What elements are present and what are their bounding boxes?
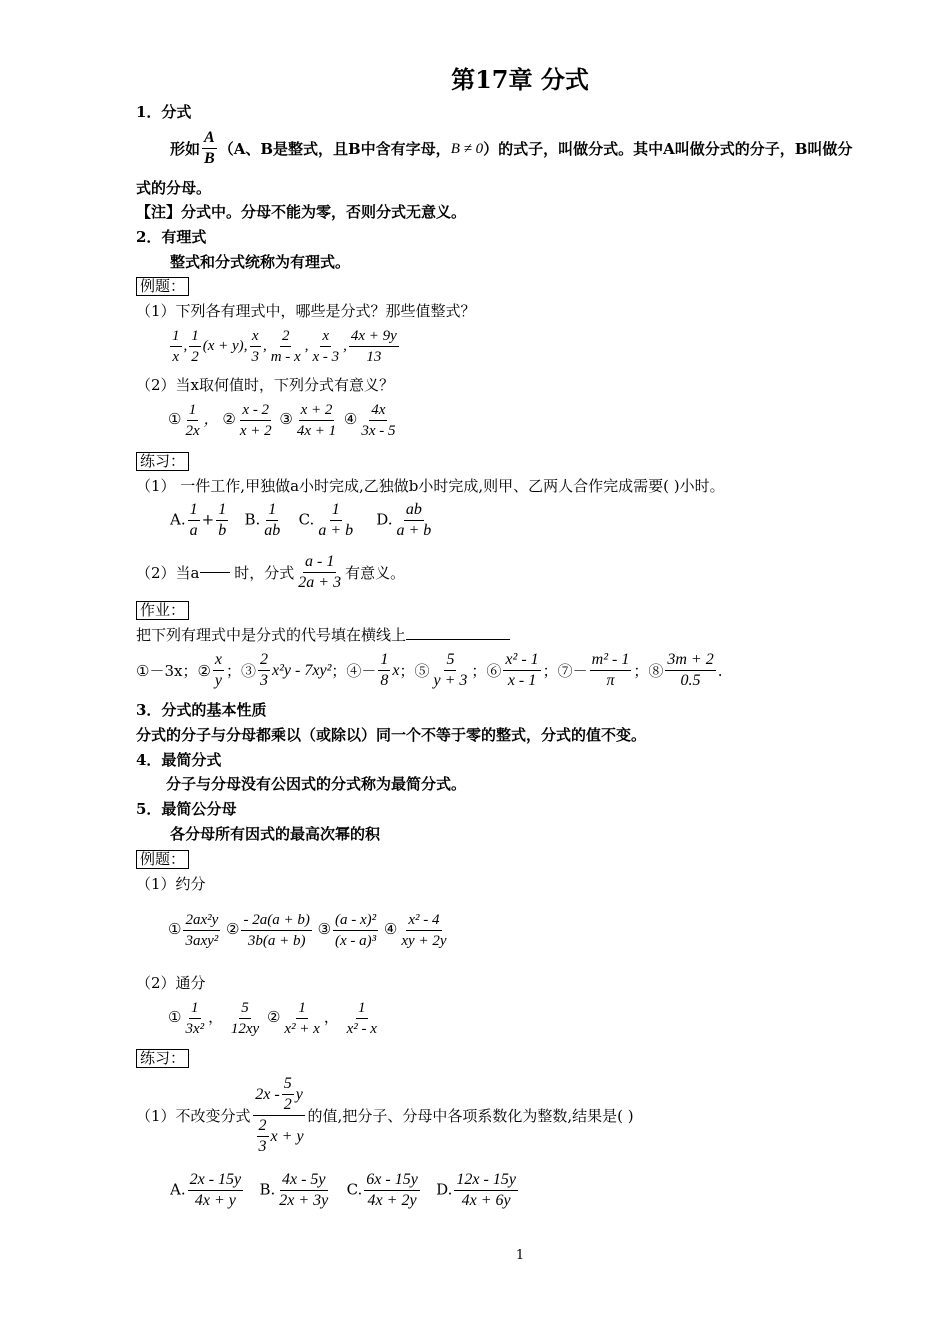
section-5-text: 各分母所有因式的最高次幂的积 [170,825,381,843]
complex-fraction: 2x - $\frac{5}{2}$ y $\frac{2}{3}$ x + y [255,1075,304,1155]
chapter-title: 第17章 分式 [451,65,589,94]
practice-1-question-1: （1） 一件工作,甲独做a小时完成,乙独做b小时完成,则甲、乙两人合作完成需要( )小时。 [136,477,725,495]
definition-text-b: （A、B是整式，且B中含有字母， [218,139,451,158]
expr-2: $\frac{1}{2}$ [191,328,199,365]
expr-1: $\frac{1}{x}$ [172,328,180,365]
practice-label-1: 练习： [136,451,189,471]
practice-2-question-1: （1）不改变分式 2x - $\frac{5}{2}$ y $\frac{2}{3}$ x + y 的值,把分子、分母中各项系数化为整数,结果是( ) [136,1075,634,1155]
nonzero-condition: B ≠ 0 [450,140,484,157]
definition-text-d: 式的分母。 [136,179,212,197]
homework-label: 作业： [136,600,189,620]
homework-expressions: ①－3x；② $\frac{x}{y}$ ；③ $\frac{2}{3}$ x²y - 7xy² ；④－ $\frac{1}{8}$ x ；⑤ $\frac{5}{y + 3}$ ；⑥ $\frac{\text{x² - 1}}{x - 1}$ ；⑦－ $\frac{\text{m² - 1}}{\pi}$ ；⑧ $\frac{3m + 2}{0.5}$ . [136,651,723,689]
expr-3: $\frac{x}{3}$ [251,328,259,365]
example-2-common-denominator-expressions: ① $\frac{1}{\text{3x²}}$ ， $\frac{5}{12xy}$ ② $\frac{1}{\text{x² + x}}$ ， $\frac{1}{\text{x² - x}}$ [168,1000,377,1037]
example-label-1: 例题： [136,276,189,296]
practice-label-2: 练习： [136,1048,189,1068]
example-2-question-2: （2）通分 [136,974,206,992]
fraction-numerator: A [202,128,217,149]
example-2-question-1: （1）约分 [136,875,206,893]
answer-blank[interactable] [200,572,230,573]
fraction-a-over-b [202,128,217,169]
example-1-question-1: （1）下列各有理式中，哪些是分式？那些值整式？ [136,302,476,320]
fraction-definition [170,128,852,169]
example-2-reduce-expressions: ① $\frac{\text{2ax²y}}{\text{3axy²}}$ ② $\frac{- 2a(a + b)}{3b(a + b)}$ ③ $\frac{\text{(a - x)²}}{\text{(x - a)³}}$ ④ $\frac{\text{x² - 4}}{xy + 2y}$ [168,912,447,949]
expr-4: $\frac{2}{m - x}$ [270,328,301,365]
definition-text-a: 形如 [170,139,201,158]
expr-6: $\frac{4x + 9y}{13}$ [350,328,397,365]
homework-answer-blank[interactable] [406,639,510,640]
note-text: 【注】分式中。分母不能为零，否则分式无意义。 [136,203,467,221]
example-1-question-2-expressions: ① $\frac{1}{2x}$ ， ② $\frac{x - 2}{x + 2}$ ③ $\frac{x + 2}{4x + 1}$ ④ $\frac{4x}{3x - 5}$ [168,402,396,439]
section-5-heading: 5．最简公分母 [136,800,237,818]
fraction-denominator: B [204,150,215,167]
section-2-text: 整式和分式统称为有理式。 [170,253,351,271]
practice-2-options: A. $\frac{2x - 15y}{4x + y}$ B. $\frac{4x - 5y}{2x + 3y}$ C. $\frac{6x - 15y}{4x + 2y}$ D. $\frac{12x - 15y}{4x + 6y}$ [170,1171,516,1209]
section-3-heading: 3．分式的基本性质 [136,701,267,719]
expr-5: $\frac{x}{x - 3}$ [312,328,340,365]
page-number: 1 [515,1248,525,1263]
practice-1-question-2: （2）当a 时，分式 $\frac{a - 1}{2a + 3}$ 有意义。 [136,553,406,591]
section-2-heading: 2．有理式 [136,228,207,246]
section-4-heading: 4．最简分式 [136,751,222,769]
section-3-text: 分式的分子与分母都乘以（或除以）同一个不等于零的整式，分式的值不变。 [136,726,647,744]
section-1-heading: 1．分式 [136,103,192,121]
practice-1-options: A. $\frac{1}{a}$ + $\frac{1}{b}$ B. $\frac{1}{ab}$ C. $\frac{1}{a + b}$ D. $\frac{ab}{a + b}$ [170,501,432,539]
definition-text-c: ）的式子，叫做分式。其中A叫做分式的分子，B叫做分 [483,139,853,158]
example-1-question-2: （2）当x取何值时，下列分式有意义？ [136,376,395,394]
example-1-expressions: $\frac{1}{x}$ , $\frac{1}{2}$ (x + y), $\frac{x}{3}$ , $\frac{2}{m - x}$ , $\frac{x}{x - 3}$ , $\frac{4x + 9y}{13}$ [172,328,397,365]
homework-instruction: 把下列有理式中是分式的代号填在横线上 [136,625,510,645]
example-label-2: 例题： [136,849,189,869]
section-4-text: 分子与分母没有公因式的分式称为最简分式。 [166,775,467,793]
